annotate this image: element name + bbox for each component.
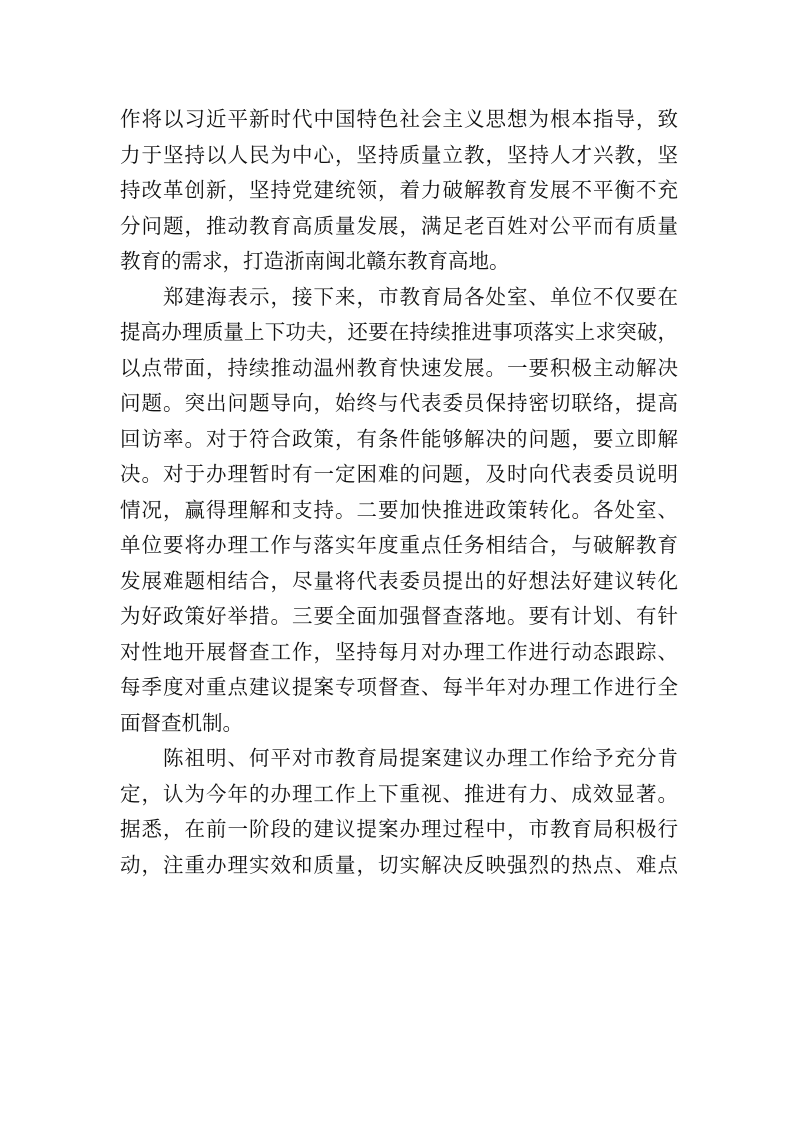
text-line: 问题。突出问题导向，始终与代表委员保持密切联络，提高 bbox=[120, 391, 678, 415]
text-line: 动，注重办理实效和质量，切实解决反映强烈的热点、难点 bbox=[120, 852, 678, 877]
text-line: 对性地开展督查工作，坚持每月对办理工作进行动态跟踪、 bbox=[120, 639, 678, 664]
text-line: 力于坚持以人民为中心，坚持质量立教，坚持人才兴教，坚 bbox=[120, 142, 678, 167]
text-line: 情况，赢得理解和支持。二要加快推进政策转化。各处室、 bbox=[120, 497, 678, 522]
text-line: 持改革创新，坚持党建统领，着力破解教育发展不平衡不充 bbox=[120, 178, 678, 202]
text-line: 回访率。对于符合政策，有条件能够解决的问题，要立即解 bbox=[120, 426, 678, 451]
paragraph-start-line: 陈祖明、何平对市教育局提案建议办理工作给予充分肯 bbox=[120, 746, 678, 770]
text-line: 据悉，在前一阶段的建议提案办理过程中，市教育局积极行 bbox=[120, 817, 678, 841]
text-line: 单位要将办理工作与落实年度重点任务相结合，与破解教育 bbox=[120, 533, 678, 557]
text-line: 分问题，推动教育高质量发展，满足老百姓对公平而有质量 bbox=[120, 213, 678, 238]
text-line: 每季度对重点建议提案专项督查、每半年对办理工作进行全 bbox=[120, 675, 678, 699]
text-line: 定，认为今年的办理工作上下重视、推进有力、成效显著。 bbox=[120, 781, 678, 806]
text-line: 决。对于办理暂时有一定困难的问题，及时向代表委员说明 bbox=[120, 462, 678, 486]
text-line: 为好政策好举措。三要全面加强督查落地。要有计划、有针 bbox=[120, 604, 678, 628]
text-line: 提高办理质量上下功夫，还要在持续推进事项落实上求突破， bbox=[120, 320, 678, 344]
paragraph-start-line: 郑建海表示，接下来，市教育局各处室、单位不仅要在 bbox=[120, 284, 678, 309]
paragraph-end-line: 面督查机制。 bbox=[120, 710, 243, 735]
text-line: 发展难题相结合，尽量将代表委员提出的好想法好建议转化 bbox=[120, 568, 678, 593]
body-text bbox=[120, 102, 678, 883]
paragraph-end-line: 教育的需求，打造浙南闽北赣东教育高地。 bbox=[120, 249, 510, 273]
text-line: 作将以习近平新时代中国特色社会主义思想为根本指导，致 bbox=[120, 107, 678, 131]
text-line: 以点带面，持续推动温州教育快速发展。一要积极主动解决 bbox=[120, 355, 678, 380]
